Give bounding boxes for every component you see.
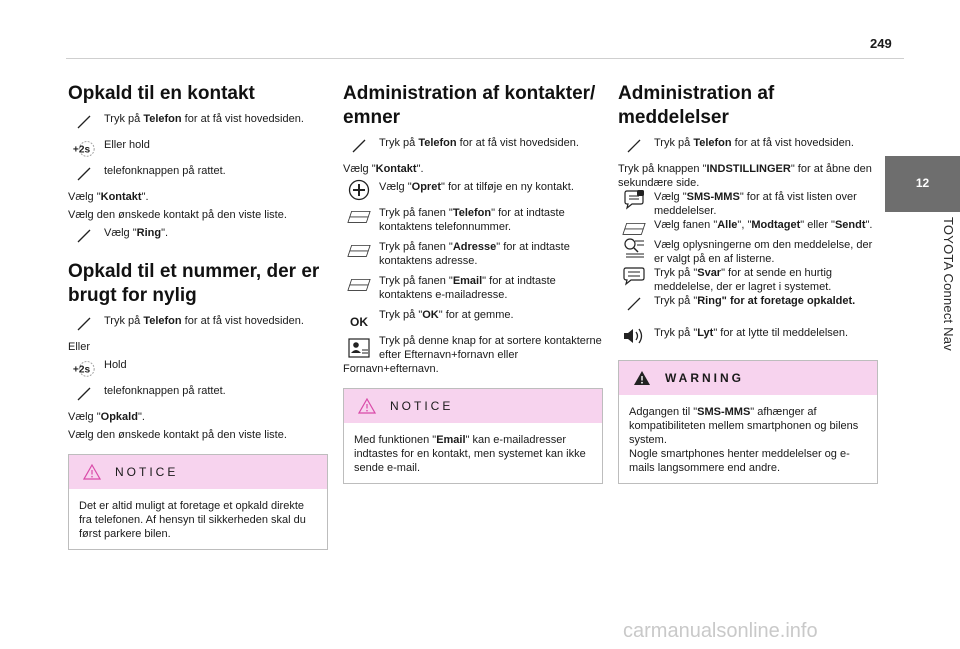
step: Vælg "Opret" for at tilføje en ny kontakt. — [343, 180, 603, 200]
touch-icon — [72, 164, 96, 184]
top-rule — [66, 58, 904, 59]
hold-2s-icon — [72, 138, 96, 158]
paragraph: Vælg "Kontakt". — [343, 163, 424, 175]
paragraph: Fornavn+efternavn. — [343, 363, 439, 375]
heading-recent-number: Opkald til et nummer, der er brugt for nylig — [68, 261, 320, 306]
step: Tryk på fanen "Telefon" for at indtaste kontaktens telefonnummer. — [343, 206, 603, 234]
step: telefonknappen på rattet. — [68, 164, 328, 184]
step: Vælg "SMS-MMS" for at få vist listen over meddelelser. — [618, 190, 878, 218]
step: telefonknappen på rattet. — [68, 384, 328, 404]
hold-2s-icon — [72, 358, 96, 378]
paragraph: Vælg "Opkald". — [68, 411, 145, 423]
step: +2s Eller hold — [68, 138, 328, 158]
column-manage-contacts — [343, 82, 603, 484]
step: Tryk på "Svar" for at sende en hurtig meddelelse, der er lagret i systemet. — [618, 266, 878, 294]
tab-icon — [347, 240, 371, 260]
step: Tryk på fanen "Email" for at indtaste kontaktens e-mailadresse. — [343, 274, 603, 302]
touch-icon — [622, 136, 646, 156]
paragraph: Vælg den ønskede kontakt på den viste liste. — [68, 209, 287, 221]
notice-title: NOTICE — [390, 399, 454, 413]
heading-manage-contacts: Administration af kontakter/ emner — [343, 83, 596, 128]
tab-icon — [622, 218, 646, 238]
column-call-contact — [68, 82, 328, 550]
warning-triangle-icon — [358, 398, 376, 414]
page-number: 249 — [870, 36, 892, 51]
touch-icon — [72, 226, 96, 246]
paragraph: Tryk på knappen "INDSTILLINGER" for at åbne den sekundære side. — [618, 163, 872, 189]
touch-icon — [72, 384, 96, 404]
paragraph: Eller — [68, 341, 91, 353]
notice-text: Det er altid muligt at foretage et opkald direkte fra telefonen. Af hensyn til sikkerheden skal du først parkere bilen. — [79, 500, 306, 540]
notice-title: NOTICE — [115, 465, 179, 479]
step: Tryk på denne knap for at sortere kontakterne efter Efternavn+fornavn eller — [343, 334, 603, 362]
svg-text:+2s: +2s — [72, 144, 91, 156]
step: Tryk på Telefon for at få vist hovedsiden. — [343, 136, 603, 156]
step: Vælg "Ring". — [68, 226, 328, 246]
warning-triangle-icon — [633, 370, 651, 386]
chapter-label: TOYOTA Connect Nav — [941, 217, 956, 351]
notice-box — [343, 388, 603, 484]
sms-icon — [622, 190, 646, 210]
tab-icon — [347, 274, 371, 294]
speaker-icon — [622, 326, 646, 346]
notice-box — [68, 454, 328, 550]
svg-text:+2s: +2s — [72, 364, 91, 376]
reply-message-icon — [622, 266, 646, 286]
touch-icon — [622, 294, 646, 314]
step: OK Tryk på "OK" for at gemme. — [343, 308, 603, 328]
step: Tryk på fanen "Adresse" for at indtaste kontaktens adresse. — [343, 240, 603, 268]
paragraph: Vælg den ønskede kontakt på den viste liste. — [68, 429, 287, 441]
warning-title: WARNING — [665, 371, 744, 385]
heading-manage-messages: Administration af meddelelser — [618, 83, 775, 128]
sort-contacts-icon — [347, 338, 371, 358]
step: +2s Hold — [68, 358, 328, 378]
touch-icon — [72, 314, 96, 334]
step: Tryk på Telefon for at få vist hovedsiden. — [618, 136, 878, 156]
step: Tryk på Telefon for at få vist hovedsiden. — [68, 314, 328, 334]
chapter-tab — [885, 156, 960, 212]
step: Tryk på "Lyt" for at lytte til meddelelsen. — [618, 326, 878, 346]
warning-box — [618, 360, 878, 484]
ok-icon: OK — [350, 315, 368, 329]
tab-icon — [347, 206, 371, 226]
add-icon — [347, 180, 371, 200]
message-details-icon — [622, 238, 646, 258]
paragraph: Vælg "Kontakt". — [68, 191, 149, 203]
touch-icon — [72, 112, 96, 132]
heading-call-contact: Opkald til en kontakt — [68, 83, 255, 104]
warning-text: Adgangen til "SMS-MMS" afhænger af kompatibiliteten mellem smartphonen og bilens system. Nogle smartphones henter meddelelser og e-mails langsommere end andre. — [629, 406, 859, 474]
watermark: carmanualsonline.info — [623, 620, 818, 642]
column-manage-messages — [618, 82, 878, 484]
chapter-number: 12 — [915, 176, 930, 190]
warning-triangle-icon — [83, 464, 101, 480]
step: Vælg oplysningerne om den meddelelse, der er valgt på en af listerne. — [618, 238, 878, 266]
step: Vælg fanen "Alle", "Modtaget" eller "Sendt". — [618, 218, 878, 238]
touch-icon — [347, 136, 371, 156]
step: Tryk på "Ring" for at foretage opkaldet. — [618, 294, 878, 314]
step: Tryk på Telefon for at få vist hovedsiden. — [68, 112, 328, 132]
notice-text: Med funktionen "Email" kan e-mailadresser indtastes for en kontakt, men systemet kan ikke sende e-mail. — [354, 434, 586, 474]
